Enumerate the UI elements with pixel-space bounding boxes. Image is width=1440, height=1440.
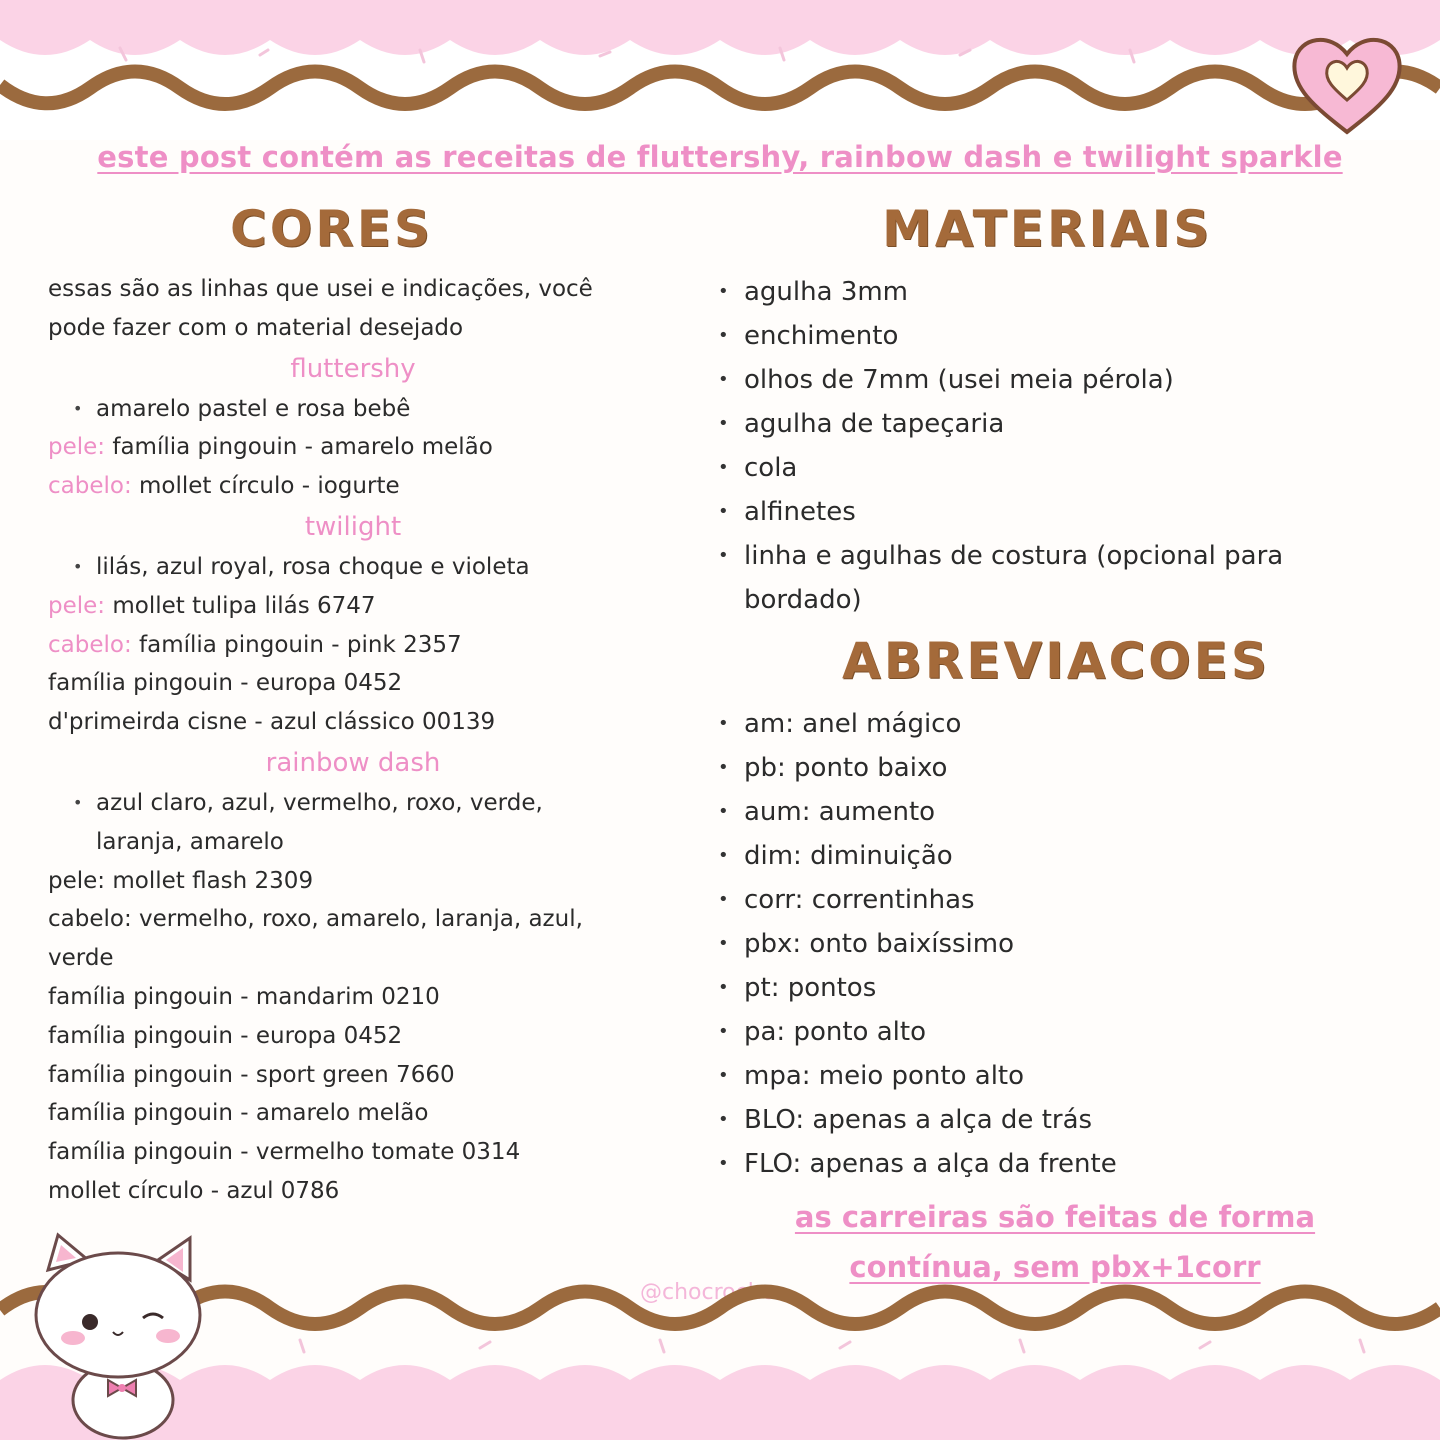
top-scallop-border bbox=[0, 0, 1440, 140]
twilight-extra: d'primeirda cisne - azul clássico 00139 bbox=[48, 709, 496, 736]
twilight-extra: família pingouin - europa 0452 bbox=[48, 670, 403, 697]
bottom-scallop-border bbox=[0, 1270, 1440, 1440]
materiais-item-cont: bordado) bbox=[744, 585, 862, 615]
fluttershy-colors: • amarelo pastel e rosa bebê bbox=[48, 390, 668, 429]
rainbow-line: família pingouin - sport green 7660 bbox=[48, 1061, 455, 1088]
materiais-item: • alfinetes bbox=[718, 490, 1398, 534]
rainbow-cabelo: cabelo: vermelho, roxo, amarelo, laranja, azul, bbox=[48, 906, 583, 933]
rainbow-colors-cont: laranja, amarelo bbox=[96, 828, 284, 855]
fluttershy-cabelo: cabelo: mollet círculo - iogurte bbox=[48, 473, 400, 500]
materiais-item: • cola bbox=[718, 446, 1398, 490]
fluttershy-pele: pele: família pingouin - amarelo melão bbox=[48, 434, 493, 461]
note-line: as carreiras são feitas de forma bbox=[794, 1200, 1316, 1234]
twilight-pele: pele: mollet tulipa lilás 6747 bbox=[48, 592, 376, 619]
materiais-title: MATERIAIS bbox=[882, 200, 1213, 258]
abrev-item: • dim: diminuição bbox=[718, 834, 1398, 878]
rainbow-line: família pingouin - mandarim 0210 bbox=[48, 983, 440, 1010]
rainbow-line: mollet círculo - azul 0786 bbox=[48, 1177, 340, 1204]
intro-line: pode fazer com o material desejado bbox=[48, 314, 464, 341]
cat-mascot-icon bbox=[18, 1230, 208, 1440]
abrev-item: • pbx: onto baixíssimo bbox=[718, 922, 1398, 966]
materiais-item: • olhos de 7mm (usei meia pérola) bbox=[718, 358, 1398, 402]
materiais-item: • agulha de tapeçaria bbox=[718, 402, 1398, 446]
materiais-item: • linha e agulhas de costura (opcional para bbox=[718, 534, 1398, 578]
cores-section bbox=[48, 270, 668, 1211]
abrev-item: • pt: pontos bbox=[718, 966, 1398, 1010]
intro-line: essas são as linhas que usei e indicações, você bbox=[48, 276, 593, 302]
twilight-heading: twilight bbox=[304, 511, 402, 542]
rainbow-line: família pingouin - europa 0452 bbox=[48, 1022, 403, 1049]
author-handle: @chocroche bbox=[640, 1280, 776, 1305]
abrev-item: • corr: correntinhas bbox=[718, 878, 1398, 922]
rainbow-cabelo-cont: verde bbox=[48, 945, 114, 972]
abrev-item: • pb: ponto baixo bbox=[718, 746, 1398, 790]
rainbow-heading: rainbow dash bbox=[265, 747, 441, 778]
abreviacoes-title: ABREVIACOES bbox=[842, 632, 1270, 690]
abrev-item: • aum: aumento bbox=[718, 790, 1398, 834]
abrev-item: • BLO: apenas a alça de trás bbox=[718, 1098, 1398, 1142]
note-line: contínua, sem pbx+1corr bbox=[849, 1250, 1261, 1284]
heart-icon bbox=[1285, 22, 1410, 142]
rainbow-line: família pingouin - vermelho tomate 0314 bbox=[48, 1139, 521, 1166]
abrev-item: • pa: ponto alto bbox=[718, 1010, 1398, 1054]
rainbow-line: família pingouin - amarelo melão bbox=[48, 1100, 429, 1127]
rainbow-colors: • azul claro, azul, vermelho, roxo, verde, bbox=[48, 784, 668, 823]
materiais-item: • agulha 3mm bbox=[718, 270, 1398, 314]
rainbow-pele: pele: mollet flash 2309 bbox=[48, 867, 314, 894]
abrev-item: • am: anel mágico bbox=[718, 702, 1398, 746]
fluttershy-heading: fluttershy bbox=[290, 353, 416, 384]
materiais-item: • enchimento bbox=[718, 314, 1398, 358]
headline: este post contém as receitas de fluttershy, rainbow dash e twilight sparkle bbox=[97, 140, 1343, 174]
abrev-item: • FLO: apenas a alça da frente bbox=[718, 1142, 1398, 1186]
twilight-cabelo: cabelo: família pingouin - pink 2357 bbox=[48, 631, 462, 658]
materiais-list bbox=[718, 270, 1398, 622]
abrev-item: • mpa: meio ponto alto bbox=[718, 1054, 1398, 1098]
cores-title: CORES bbox=[230, 200, 433, 258]
abreviacoes-list bbox=[718, 702, 1398, 1186]
twilight-colors: • lilás, azul royal, rosa choque e violeta bbox=[48, 548, 668, 587]
